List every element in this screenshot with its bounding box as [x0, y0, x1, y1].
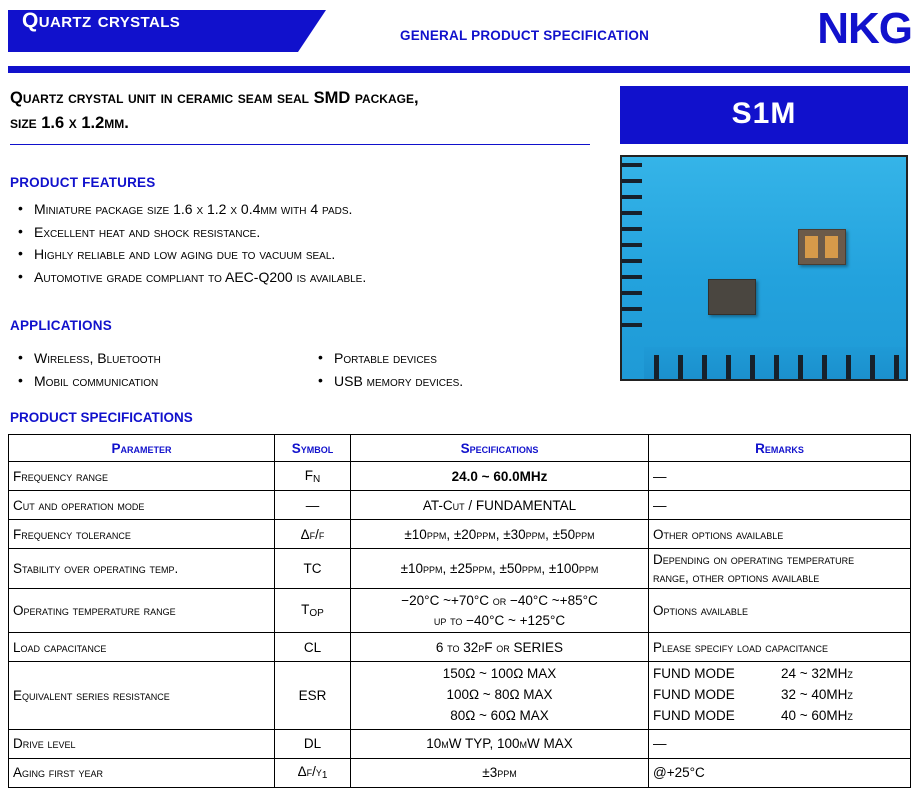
- cell-specification: [351, 662, 649, 730]
- applications-list-left: [10, 347, 310, 392]
- product-specifications-heading: PRODUCT SPECIFICATIONS: [10, 410, 193, 425]
- company-logo: NKG: [817, 4, 912, 53]
- table-row: [9, 758, 911, 787]
- symbol-text: T: [301, 602, 310, 618]
- table-row: [9, 662, 911, 730]
- cell-parameter: Drive level: [9, 729, 275, 758]
- symbol-subscript: 1: [321, 770, 328, 782]
- cell-parameter: Cut and operation mode: [9, 491, 275, 520]
- cell-parameter: Stability over operating temp.: [9, 549, 275, 589]
- part-number: S1M: [731, 97, 797, 130]
- cell-remarks: —: [649, 462, 911, 491]
- table-row: [9, 520, 911, 549]
- list-item: • USB memory devices.: [332, 370, 463, 393]
- remarks-line2: range, other options available: [653, 569, 820, 585]
- document-title-block: [10, 86, 598, 145]
- cell-specification: ±10ppm, ±25ppm, ±50ppm, ±100ppm: [351, 549, 649, 589]
- cell-symbol: [275, 758, 351, 787]
- cell-remarks: Other options available: [649, 520, 911, 549]
- applications-list-right: [310, 347, 463, 392]
- title-underline: [10, 144, 590, 145]
- page-header: [0, 0, 918, 62]
- header-subtitle: GENERAL PRODUCT SPECIFICATION: [400, 28, 650, 43]
- fund-mode-label: FUND MODE: [653, 666, 735, 682]
- symbol-subscript: N: [313, 473, 321, 485]
- table-row: [9, 462, 911, 491]
- product-features-section: [10, 175, 600, 289]
- applications-columns: [10, 339, 600, 392]
- cell-remarks: [649, 662, 911, 730]
- product-features-list: [10, 198, 600, 289]
- specification-line1: −20°C ~+70°C or −40°C ~+85°C: [401, 593, 598, 609]
- header-banner-label: Quartz crystals: [22, 9, 181, 32]
- crystal-package-pads: [798, 229, 846, 265]
- cell-symbol: —: [275, 491, 351, 520]
- product-photo: [620, 155, 908, 381]
- column-header-specifications: Specifications: [351, 435, 649, 462]
- cell-specification: 10µW TYP, 100µW MAX: [351, 729, 649, 758]
- table-header-row: [9, 435, 911, 462]
- cell-specification: 6 to 32pF or SERIES: [351, 633, 649, 662]
- symbol-text: F: [304, 467, 313, 483]
- specification-line2: up to −40°C ~ +125°C: [433, 612, 566, 628]
- list-item: • Portable devices: [332, 347, 463, 370]
- fund-mode-range: 32 ~ 40MHz: [781, 687, 853, 703]
- cell-specification: ±3ppm: [351, 758, 649, 787]
- cell-symbol: [275, 462, 351, 491]
- page-title: [10, 86, 598, 136]
- cell-parameter: Operating temperature range: [9, 589, 275, 633]
- photo-background: [622, 157, 906, 379]
- remarks-line2: [653, 685, 906, 706]
- header-divider: [8, 66, 910, 73]
- applications-section: [10, 318, 600, 392]
- list-item: • Highly reliable and low aging due to vacuum seal.: [32, 243, 600, 266]
- cell-remarks: [649, 549, 911, 589]
- cell-symbol: CL: [275, 633, 351, 662]
- table-row: [9, 549, 911, 589]
- specification-line2: 100Ω ~ 80Ω MAX: [446, 687, 553, 703]
- cell-parameter: Equivalent series resistance: [9, 662, 275, 730]
- list-item: • Automotive grade compliant to AEC-Q200 is available.: [32, 266, 600, 289]
- cell-remarks: Please specify load capacitance: [649, 633, 911, 662]
- cell-symbol: [275, 589, 351, 633]
- fund-mode-range: 24 ~ 32MHz: [781, 666, 853, 682]
- cell-specification: ±10ppm, ±20ppm, ±30ppm, ±50ppm: [351, 520, 649, 549]
- cell-specification: [351, 589, 649, 633]
- fund-mode-label: FUND MODE: [653, 708, 735, 724]
- column-header-symbol: Symbol: [275, 435, 351, 462]
- list-item: • Miniature package size 1.6 x 1.2 x 0.4mm with 4 pads.: [32, 198, 600, 221]
- cell-parameter: Load capacitance: [9, 633, 275, 662]
- ruler-bottom-ticks: [644, 347, 906, 379]
- fund-mode-range: 40 ~ 60MHz: [781, 708, 853, 724]
- column-header-remarks: Remarks: [649, 435, 911, 462]
- cell-symbol: ESR: [275, 662, 351, 730]
- list-item: • Excellent heat and shock resistance.: [32, 221, 600, 244]
- part-number-box: [620, 86, 908, 144]
- cell-parameter: Frequency range: [9, 462, 275, 491]
- specification-line3: 80Ω ~ 60Ω MAX: [450, 708, 549, 724]
- table-row: [9, 633, 911, 662]
- cell-remarks: —: [649, 491, 911, 520]
- cell-parameter: Aging first year: [9, 758, 275, 787]
- table-row: [9, 589, 911, 633]
- cell-remarks: —: [649, 729, 911, 758]
- remarks-line3: [653, 706, 906, 727]
- page-title-line2: size 1.6 x 1.2mm.: [10, 113, 129, 132]
- page-title-line1: Quartz crystal unit in ceramic seam seal SMD package,: [10, 89, 419, 107]
- cell-specification: AT-Cut / FUNDAMENTAL: [351, 491, 649, 520]
- list-item: • Mobil communication: [32, 370, 310, 393]
- cell-remarks: Options available: [649, 589, 911, 633]
- fund-mode-label: FUND MODE: [653, 687, 735, 703]
- cell-symbol: Δf/f: [275, 520, 351, 549]
- cell-remarks: @+25°C: [649, 758, 911, 787]
- symbol-subscript: OP: [309, 608, 324, 620]
- remarks-line1: Depending on operating temperature: [653, 552, 855, 567]
- table-row: [9, 491, 911, 520]
- cell-specification: 24.0 ~ 60.0MHz: [351, 462, 649, 491]
- applications-heading: APPLICATIONS: [10, 318, 112, 333]
- cell-symbol: DL: [275, 729, 351, 758]
- column-header-parameter: Parameter: [9, 435, 275, 462]
- applications-column-left: [10, 339, 310, 392]
- crystal-package-unmarked: [708, 279, 756, 315]
- product-features-heading: PRODUCT FEATURES: [10, 175, 156, 190]
- remarks-line1: [653, 664, 906, 685]
- table-row: [9, 729, 911, 758]
- cell-symbol: TC: [275, 549, 351, 589]
- ruler-left-ticks: [622, 157, 644, 379]
- product-specifications-table: [8, 434, 911, 788]
- cell-parameter: Frequency tolerance: [9, 520, 275, 549]
- list-item: • Wireless, Bluetooth: [32, 347, 310, 370]
- applications-column-right: [310, 339, 463, 392]
- symbol-text: Δf/y: [297, 764, 322, 780]
- specification-line1: 150Ω ~ 100Ω MAX: [442, 666, 557, 682]
